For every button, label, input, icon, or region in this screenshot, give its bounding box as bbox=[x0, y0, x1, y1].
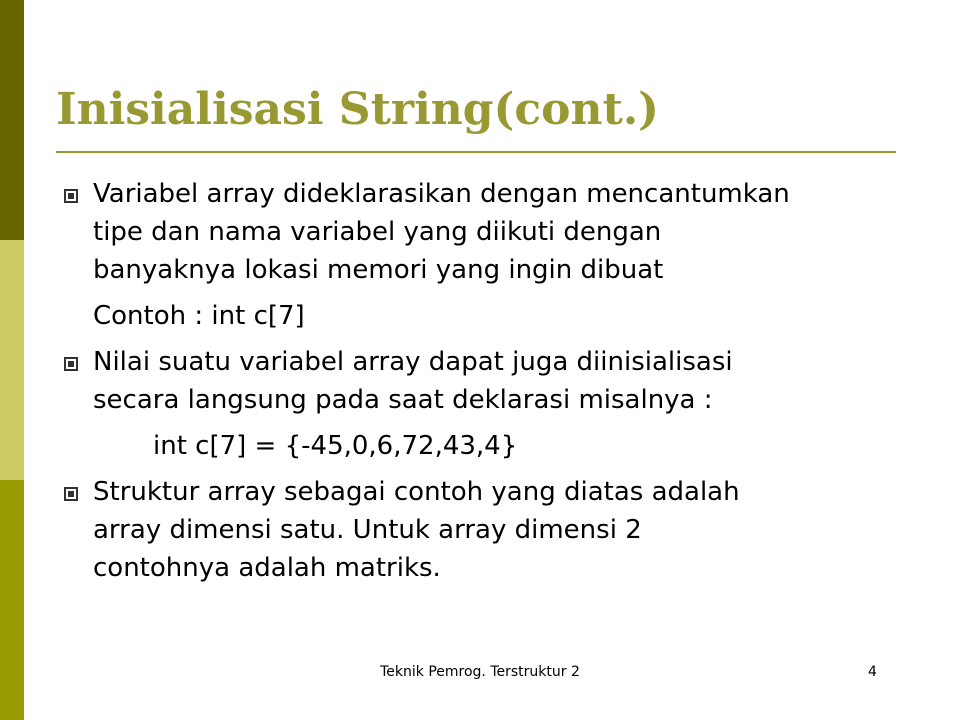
footer-text: Teknik Pemrog. Terstruktur 2 bbox=[380, 664, 580, 680]
bullet-line: Struktur array sebagai contoh yang diatas adalah bbox=[93, 477, 740, 507]
square-bullet-icon bbox=[64, 189, 78, 203]
bullet-line: contohnya adalah matriks. bbox=[93, 553, 441, 583]
sidebar-segment-middle bbox=[0, 240, 24, 480]
page-number: 4 bbox=[868, 664, 877, 680]
square-bullet-icon bbox=[64, 487, 78, 501]
bullet-line: array dimensi satu. Untuk array dimensi 2 bbox=[93, 515, 642, 545]
bullet-item bbox=[60, 343, 920, 419]
slide-title: Inisialisasi String(cont.) bbox=[56, 84, 659, 135]
bullet-line: secara langsung pada saat deklarasi misalnya : bbox=[93, 385, 713, 415]
sidebar-segment-top bbox=[0, 0, 24, 240]
sidebar-segment-bottom bbox=[0, 480, 24, 720]
example-text: Contoh : int c[7] bbox=[93, 301, 305, 331]
slide-body bbox=[60, 175, 920, 587]
bullet-line: tipe dan nama variabel yang diikuti dengan bbox=[93, 217, 662, 247]
bullet-line: Nilai suatu variabel array dapat juga diinisialisasi bbox=[93, 347, 733, 377]
square-bullet-icon bbox=[64, 357, 78, 371]
title-underline bbox=[56, 151, 896, 153]
sidebar-stripe bbox=[0, 0, 24, 720]
bullet-line: Variabel array dideklarasikan dengan mencantumkan bbox=[93, 179, 790, 209]
bullet-line: banyaknya lokasi memori yang ingin dibuat bbox=[93, 255, 664, 285]
bullet-item bbox=[60, 175, 920, 289]
code-example: int c[7] = {-45,0,6,72,43,4} bbox=[153, 431, 518, 461]
bullet-item bbox=[60, 473, 920, 587]
